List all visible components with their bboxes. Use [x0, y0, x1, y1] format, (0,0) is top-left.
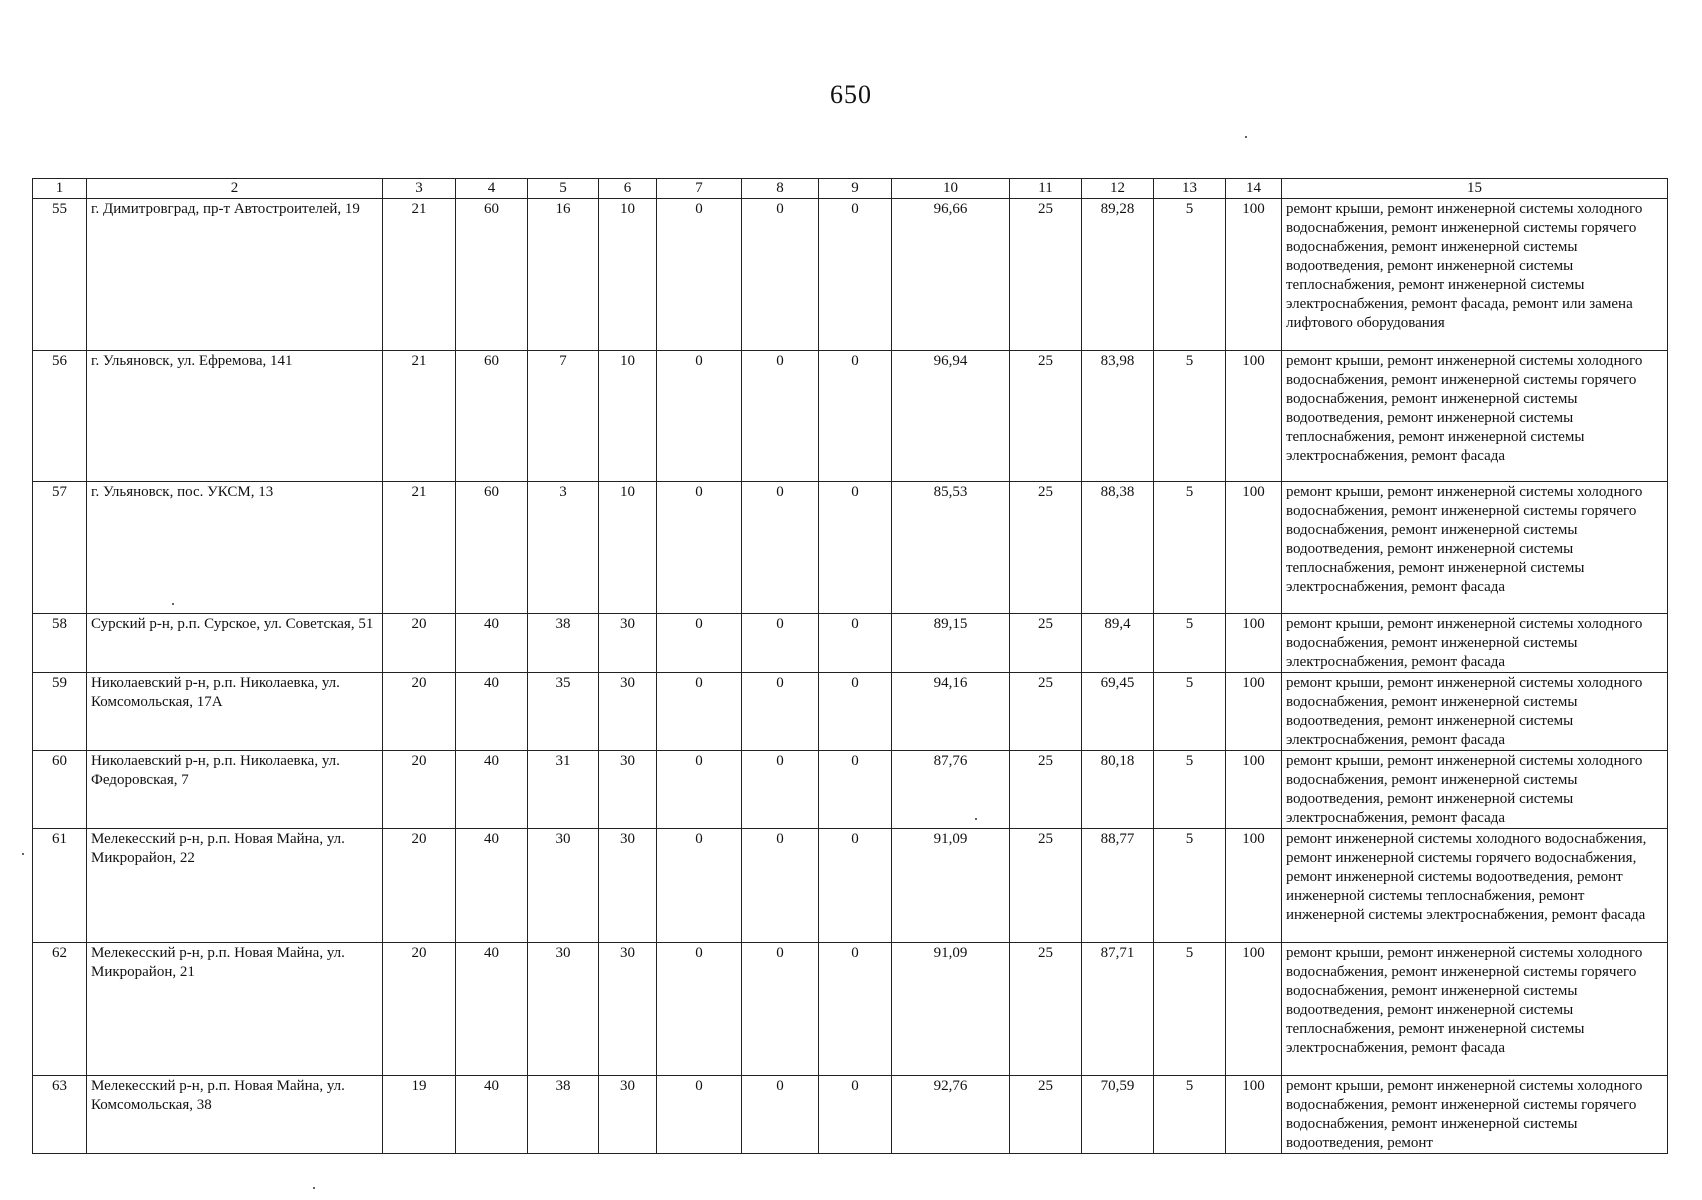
value-cell: 87,71	[1082, 943, 1154, 1076]
table-row	[33, 1076, 1668, 1154]
value-cell: 3	[528, 482, 599, 614]
value-cell: 60	[456, 199, 528, 351]
header-cell: 11	[1010, 179, 1082, 199]
value-cell: 0	[742, 943, 819, 1076]
value-cell: 10	[599, 351, 657, 482]
value-cell: 0	[742, 199, 819, 351]
value-cell: 60	[456, 351, 528, 482]
value-cell: 0	[742, 751, 819, 829]
value-cell: 5	[1154, 943, 1226, 1076]
value-cell: 0	[819, 351, 892, 482]
value-cell: 96,66	[892, 199, 1010, 351]
value-cell: 0	[819, 614, 892, 673]
value-cell: 85,53	[892, 482, 1010, 614]
value-cell: 5	[1154, 1076, 1226, 1154]
value-cell: 0	[657, 943, 742, 1076]
value-cell: 30	[599, 1076, 657, 1154]
table-row	[33, 751, 1668, 829]
address-cell: Николаевский р-н, р.п. Николаевка, ул. Комсомольская, 17А	[87, 673, 383, 751]
value-cell: 0	[742, 1076, 819, 1154]
value-cell: 88,38	[1082, 482, 1154, 614]
value-cell: 20	[383, 673, 456, 751]
value-cell: 30	[599, 614, 657, 673]
value-cell: 59	[33, 673, 87, 751]
value-cell: 5	[1154, 829, 1226, 943]
value-cell: 21	[383, 199, 456, 351]
value-cell: 100	[1226, 751, 1282, 829]
value-cell: 20	[383, 943, 456, 1076]
value-cell: 21	[383, 482, 456, 614]
value-cell: 0	[819, 482, 892, 614]
value-cell: 19	[383, 1076, 456, 1154]
value-cell: 25	[1010, 351, 1082, 482]
value-cell: 89,4	[1082, 614, 1154, 673]
value-cell: 70,59	[1082, 1076, 1154, 1154]
value-cell: 55	[33, 199, 87, 351]
value-cell: 30	[599, 943, 657, 1076]
value-cell: 60	[33, 751, 87, 829]
address-cell: Николаевский р-н, р.п. Николаевка, ул. Федоровская, 7	[87, 751, 383, 829]
value-cell: 0	[819, 751, 892, 829]
header-cell: 6	[599, 179, 657, 199]
value-cell: 89,15	[892, 614, 1010, 673]
address-cell: Сурский р-н, р.п. Сурское, ул. Советская, 51	[87, 614, 383, 673]
value-cell: 7	[528, 351, 599, 482]
address-cell: Мелекесский р-н, р.п. Новая Майна, ул. Комсомольская, 38	[87, 1076, 383, 1154]
value-cell: 25	[1010, 614, 1082, 673]
table-row	[33, 482, 1668, 614]
value-cell: 40	[456, 614, 528, 673]
value-cell: 100	[1226, 351, 1282, 482]
value-cell: 31	[528, 751, 599, 829]
value-cell: 100	[1226, 943, 1282, 1076]
value-cell: 0	[819, 1076, 892, 1154]
address-cell: г. Ульяновск, пос. УКСМ, 13	[87, 482, 383, 614]
value-cell: 25	[1010, 829, 1082, 943]
address-cell: Мелекесский р-н, р.п. Новая Майна, ул. Микрорайон, 21	[87, 943, 383, 1076]
value-cell: 20	[383, 829, 456, 943]
header-cell: 9	[819, 179, 892, 199]
value-cell: 40	[456, 829, 528, 943]
header-cell: 13	[1154, 179, 1226, 199]
header-cell: 1	[33, 179, 87, 199]
value-cell: 87,76	[892, 751, 1010, 829]
value-cell: 30	[599, 751, 657, 829]
works-cell: ремонт крыши, ремонт инженерной системы холодного водоснабжения, ремонт инженерной системы горячего водоснабжения, ремонт инженерной системы водоотведения, ремонт	[1282, 1076, 1668, 1154]
header-cell: 4	[456, 179, 528, 199]
works-cell: ремонт крыши, ремонт инженерной системы холодного водоснабжения, ремонт инженерной системы горячего водоснабжения, ремонт инженерной системы водоотведения, ремонт инженерной системы теплоснабжения, ремонт инженерной системы электроснабжения, ремонт фасада	[1282, 943, 1668, 1076]
value-cell: 61	[33, 829, 87, 943]
table-row	[33, 199, 1668, 351]
value-cell: 0	[742, 829, 819, 943]
value-cell: 5	[1154, 482, 1226, 614]
value-cell: 69,45	[1082, 673, 1154, 751]
value-cell: 60	[456, 482, 528, 614]
value-cell: 88,77	[1082, 829, 1154, 943]
value-cell: 83,98	[1082, 351, 1154, 482]
value-cell: 0	[742, 482, 819, 614]
value-cell: 20	[383, 751, 456, 829]
value-cell: 30	[599, 829, 657, 943]
address-cell: г. Димитровград, пр-т Автостроителей, 19	[87, 199, 383, 351]
works-cell: ремонт крыши, ремонт инженерной системы холодного водоснабжения, ремонт инженерной системы горячего водоснабжения, ремонт инженерной системы водоотведения, ремонт инженерной системы теплоснабжения, ремонт инженерной системы электроснабжения, ремонт фасада	[1282, 482, 1668, 614]
value-cell: 0	[657, 199, 742, 351]
works-cell: ремонт инженерной системы холодного водоснабжения, ремонт инженерной системы горячего водоснабжения, ремонт инженерной системы водоотведения, ремонт инженерной системы теплоснабжения, ремонт инженерной системы электроснабжения, ремонт фасада	[1282, 829, 1668, 943]
works-cell: ремонт крыши, ремонт инженерной системы холодного водоснабжения, ремонт инженерной системы электроснабжения, ремонт фасада	[1282, 614, 1668, 673]
scan-speck	[22, 853, 24, 855]
value-cell: 0	[819, 829, 892, 943]
value-cell: 40	[456, 943, 528, 1076]
header-cell: 7	[657, 179, 742, 199]
value-cell: 80,18	[1082, 751, 1154, 829]
value-cell: 40	[456, 751, 528, 829]
value-cell: 16	[528, 199, 599, 351]
header-cell: 5	[528, 179, 599, 199]
value-cell: 25	[1010, 1076, 1082, 1154]
value-cell: 38	[528, 1076, 599, 1154]
value-cell: 100	[1226, 482, 1282, 614]
value-cell: 30	[599, 673, 657, 751]
value-cell: 20	[383, 614, 456, 673]
value-cell: 56	[33, 351, 87, 482]
value-cell: 5	[1154, 199, 1226, 351]
value-cell: 10	[599, 482, 657, 614]
value-cell: 89,28	[1082, 199, 1154, 351]
works-cell: ремонт крыши, ремонт инженерной системы холодного водоснабжения, ремонт инженерной системы горячего водоснабжения, ремонт инженерной системы водоотведения, ремонт инженерной системы теплоснабжения, ремонт инженерной системы электроснабжения, ремонт фасада	[1282, 351, 1668, 482]
value-cell: 100	[1226, 199, 1282, 351]
value-cell: 0	[819, 943, 892, 1076]
value-cell: 0	[819, 199, 892, 351]
value-cell: 38	[528, 614, 599, 673]
value-cell: 35	[528, 673, 599, 751]
address-cell: г. Ульяновск, ул. Ефремова, 141	[87, 351, 383, 482]
value-cell: 0	[657, 829, 742, 943]
value-cell: 25	[1010, 751, 1082, 829]
value-cell: 5	[1154, 751, 1226, 829]
scan-speck	[1245, 136, 1247, 138]
value-cell: 91,09	[892, 829, 1010, 943]
value-cell: 21	[383, 351, 456, 482]
value-cell: 0	[657, 351, 742, 482]
value-cell: 0	[742, 673, 819, 751]
value-cell: 100	[1226, 614, 1282, 673]
scan-speck	[313, 1187, 315, 1189]
table-row	[33, 614, 1668, 673]
header-cell: 14	[1226, 179, 1282, 199]
value-cell: 100	[1226, 829, 1282, 943]
value-cell: 40	[456, 673, 528, 751]
header-cell: 12	[1082, 179, 1154, 199]
table-row	[33, 943, 1668, 1076]
value-cell: 0	[657, 482, 742, 614]
value-cell: 94,16	[892, 673, 1010, 751]
table-row	[33, 673, 1668, 751]
works-cell: ремонт крыши, ремонт инженерной системы холодного водоснабжения, ремонт инженерной системы водоотведения, ремонт инженерной системы электроснабжения, ремонт фасада	[1282, 673, 1668, 751]
value-cell: 57	[33, 482, 87, 614]
value-cell: 10	[599, 199, 657, 351]
value-cell: 100	[1226, 673, 1282, 751]
value-cell: 5	[1154, 351, 1226, 482]
value-cell: 0	[742, 351, 819, 482]
value-cell: 0	[742, 614, 819, 673]
works-cell: ремонт крыши, ремонт инженерной системы холодного водоснабжения, ремонт инженерной системы водоотведения, ремонт инженерной системы электроснабжения, ремонт фасада	[1282, 751, 1668, 829]
address-cell: Мелекесский р-н, р.п. Новая Майна, ул. Микрорайон, 22	[87, 829, 383, 943]
header-cell: 3	[383, 179, 456, 199]
works-cell: ремонт крыши, ремонт инженерной системы холодного водоснабжения, ремонт инженерной системы горячего водоснабжения, ремонт инженерной системы водоотведения, ремонт инженерной системы теплоснабжения, ремонт инженерной системы электроснабжения, ремонт фасада, ремонт или замена лифтового оборудования	[1282, 199, 1668, 351]
value-cell: 62	[33, 943, 87, 1076]
value-cell: 0	[657, 614, 742, 673]
value-cell: 30	[528, 829, 599, 943]
value-cell: 96,94	[892, 351, 1010, 482]
column-number-row	[33, 179, 1668, 199]
value-cell: 58	[33, 614, 87, 673]
repair-register-table	[32, 178, 1668, 1154]
value-cell: 0	[657, 673, 742, 751]
header-cell: 8	[742, 179, 819, 199]
value-cell: 25	[1010, 199, 1082, 351]
value-cell: 0	[657, 1076, 742, 1154]
value-cell: 25	[1010, 673, 1082, 751]
value-cell: 40	[456, 1076, 528, 1154]
value-cell: 0	[819, 673, 892, 751]
value-cell: 0	[657, 751, 742, 829]
value-cell: 5	[1154, 614, 1226, 673]
value-cell: 25	[1010, 943, 1082, 1076]
header-cell: 10	[892, 179, 1010, 199]
value-cell: 5	[1154, 673, 1226, 751]
table-row	[33, 829, 1668, 943]
header-cell: 2	[87, 179, 383, 199]
value-cell: 100	[1226, 1076, 1282, 1154]
value-cell: 92,76	[892, 1076, 1010, 1154]
value-cell: 63	[33, 1076, 87, 1154]
value-cell: 30	[528, 943, 599, 1076]
header-cell: 15	[1282, 179, 1668, 199]
table-row	[33, 351, 1668, 482]
page-number: 650	[830, 80, 872, 109]
value-cell: 91,09	[892, 943, 1010, 1076]
value-cell: 25	[1010, 482, 1082, 614]
